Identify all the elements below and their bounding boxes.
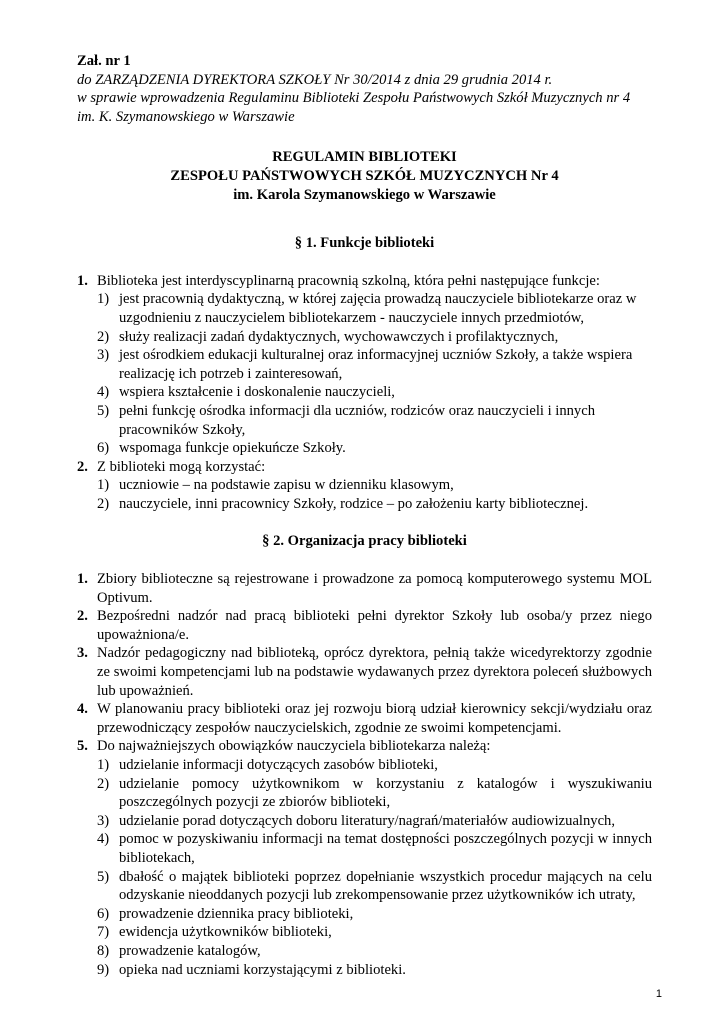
item-text: Z biblioteki mogą korzystać: bbox=[97, 458, 266, 475]
item-number: 5. bbox=[77, 738, 88, 755]
numbered-item bbox=[77, 272, 652, 291]
item-text: W planowaniu pracy biblioteki oraz jej rozwoju biorą udział kierownicy sekcji/wydziału oraz przewodniczący zespołów nauczycielskich, zgodnie ze swoimi kompetencjami. bbox=[97, 701, 652, 736]
item-text: Zbiory biblioteczne są rejestrowane i prowadzone za pomocą komputerowego systemu MOL Optivum. bbox=[97, 571, 652, 606]
sub-marker: 3) bbox=[97, 347, 110, 364]
sub-marker: 4) bbox=[97, 831, 110, 848]
item-text: Biblioteka jest interdyscyplinarną pracownią szkolną, która pełni następujące funkcje: bbox=[97, 272, 600, 289]
sub-item bbox=[77, 961, 652, 980]
document-title bbox=[77, 148, 652, 204]
sub-text: jest pracownią dydaktyczną, w której zajęcia prowadzą nauczyciele bibliotekarze oraz w uzgodnieniu z nauczycielem bibliotekarzem - nauczyciele innych przedmiotów, bbox=[119, 291, 637, 326]
title-line: REGULAMIN BIBLIOTEKI bbox=[272, 149, 457, 166]
numbered-item bbox=[77, 737, 652, 756]
sub-item bbox=[77, 476, 652, 495]
sub-item bbox=[77, 290, 652, 327]
sub-item bbox=[77, 495, 652, 514]
sub-text: prowadzenie dziennika pracy biblioteki, bbox=[119, 905, 354, 922]
sub-item bbox=[77, 923, 652, 942]
item-number: 1. bbox=[77, 272, 88, 289]
sub-marker: 4) bbox=[97, 384, 110, 401]
sub-item bbox=[77, 868, 652, 905]
numbered-item bbox=[77, 644, 652, 700]
sub-text: ewidencja użytkowników biblioteki, bbox=[119, 924, 332, 941]
header-line: do ZARZĄDZENIA DYREKTORA SZKOŁY Nr 30/2014 z dnia 29 grudnia 2014 r. bbox=[77, 71, 553, 88]
page-number: 1 bbox=[655, 988, 662, 1000]
sub-text: udzielanie pomocy użytkownikom w korzystaniu z katalogów i wyszukiwaniu poszczególnych pozycji ze zbiorów biblioteki, bbox=[119, 775, 652, 811]
numbered-item bbox=[77, 458, 652, 477]
sub-text: udzielanie informacji dotyczących zasobów biblioteki, bbox=[119, 757, 438, 773]
sub-marker: 2) bbox=[97, 495, 110, 512]
sub-text: uczniowie – na podstawie zapisu w dzienniku klasowym, bbox=[119, 477, 454, 494]
section-1-list bbox=[77, 272, 652, 514]
sub-item bbox=[77, 942, 652, 961]
sub-text: jest ośrodkiem edukacji kulturalnej oraz informacyjnej uczniów Szkoły, a także wspiera realizację ich potrzeb i zainteresowań, bbox=[119, 347, 633, 382]
sub-marker: 7) bbox=[97, 924, 110, 941]
sub-item bbox=[77, 328, 652, 347]
sub-marker: 5) bbox=[97, 402, 110, 419]
sub-item bbox=[77, 346, 652, 383]
header-line: w sprawie wprowadzenia Regulaminu Biblioteki Zespołu Państwowych Szkół Muzycznych nr 4 bbox=[77, 90, 631, 107]
sub-marker: 9) bbox=[97, 961, 110, 978]
section-2-list bbox=[77, 570, 652, 979]
numbered-item bbox=[77, 700, 652, 737]
title-line: ZESPOŁU PAŃSTWOWYCH SZKÓŁ MUZYCZNYCH Nr 4 bbox=[170, 167, 559, 184]
sub-text: pomoc w pozyskiwaniu informacji na temat dostępności poszczególnych pozycji w innych bibliotekach, bbox=[119, 831, 652, 866]
item-text: Nadzór pedagogiczny nad biblioteką, oprócz dyrektora, pełnią także wicedyrektorzy zgodnie ze swoimi kompetencjami lub na podstawie wydawanych przez dyrektora poleceń służbowych lub upoważnień. bbox=[97, 645, 652, 699]
item-number: 4. bbox=[77, 701, 88, 718]
sub-item bbox=[77, 830, 652, 867]
sub-marker: 2) bbox=[97, 328, 110, 345]
sub-item bbox=[77, 402, 652, 439]
sub-text: pełni funkcję ośrodka informacji dla uczniów, rodziców oraz nauczycieli i innych pracowników Szkoły, bbox=[119, 402, 596, 438]
sub-marker: 3) bbox=[97, 812, 110, 829]
sub-marker: 6) bbox=[97, 440, 110, 457]
item-text: Bezpośredni nadzór nad pracą biblioteki pełni dyrektor Szkoły lub osoba/y przez niego upoważniona/e. bbox=[97, 608, 652, 643]
section-2-heading: § 2. Organizacja pracy biblioteki bbox=[262, 533, 467, 550]
sub-item bbox=[77, 439, 652, 458]
numbered-item bbox=[77, 607, 652, 644]
sub-item bbox=[77, 383, 652, 402]
sub-item bbox=[77, 812, 652, 831]
sub-marker: 6) bbox=[97, 905, 110, 922]
item-text: Do najważniejszych obowiązków nauczyciela bibliotekarza należą: bbox=[97, 738, 491, 755]
sub-text: wspomaga funkcje opiekuńcze Szkoły. bbox=[119, 440, 346, 457]
attachment-label: Zał. nr 1 bbox=[77, 53, 131, 69]
sub-text: służy realizacji zadań dydaktycznych, wychowawczych i profilaktycznych, bbox=[119, 328, 559, 345]
item-number: 1. bbox=[77, 571, 88, 588]
sub-text: prowadzenie katalogów, bbox=[119, 942, 261, 959]
sub-text: nauczyciele, inni pracownicy Szkoły, rodzice – po założeniu karty bibliotecznej. bbox=[119, 495, 589, 512]
header-line: im. K. Szymanowskiego w Warszawie bbox=[77, 108, 295, 125]
sub-marker: 1) bbox=[97, 757, 110, 773]
item-number: 2. bbox=[77, 458, 88, 475]
numbered-item bbox=[77, 570, 652, 607]
sub-marker: 5) bbox=[97, 868, 110, 885]
sub-text: wspiera kształcenie i doskonalenie nauczycieli, bbox=[119, 384, 395, 401]
sub-text: udzielanie porad dotyczących doboru literatury/nagrań/materiałów audiowizualnych, bbox=[119, 812, 615, 829]
sub-marker: 2) bbox=[97, 775, 110, 792]
sub-marker: 8) bbox=[97, 942, 110, 959]
sub-item bbox=[77, 775, 652, 812]
title-line: im. Karola Szymanowskiego w Warszawie bbox=[233, 186, 496, 203]
sub-marker: 1) bbox=[97, 291, 110, 308]
document-page bbox=[77, 52, 652, 979]
sub-text: opieka nad uczniami korzystającymi z biblioteki. bbox=[119, 961, 406, 978]
sub-item bbox=[77, 756, 652, 775]
section-1-heading: § 1. Funkcje biblioteki bbox=[294, 235, 435, 252]
sub-text: dbałość o majątek biblioteki poprzez dopełnianie wszystkich procedur mających na celu odzyskanie nieoddanych pozycji lub zrekompensowanie przez użytkowników ich utraty, bbox=[119, 868, 652, 904]
item-number: 2. bbox=[77, 608, 88, 625]
item-number: 3. bbox=[77, 645, 88, 662]
sub-marker: 1) bbox=[97, 477, 110, 494]
sub-item bbox=[77, 905, 652, 924]
